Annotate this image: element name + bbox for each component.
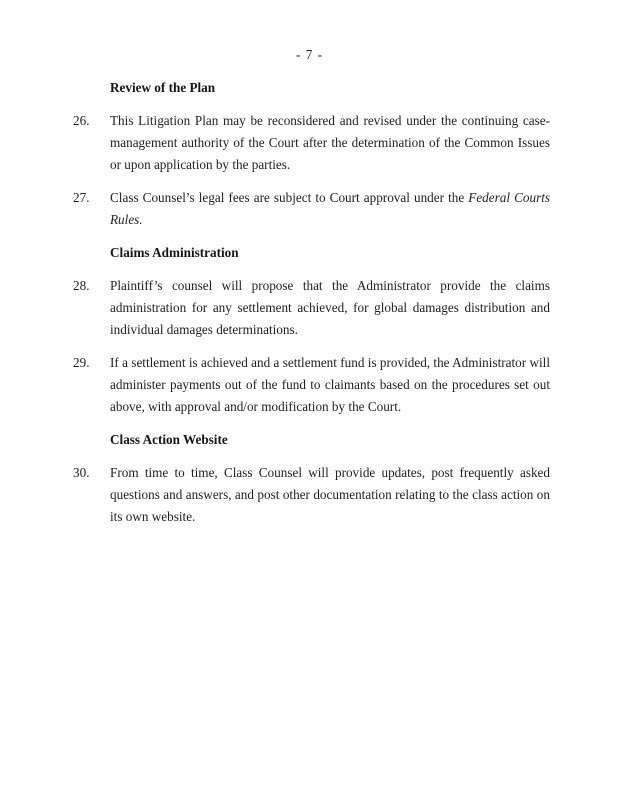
text-segment: If a settlement is achieved and a settlement fund is provided, the Administrator will administer payments out of the fund to claimants based on the procedures set out above, with approval and/or modification by the Court.	[110, 355, 550, 414]
text-segment: From time to time, Class Counsel will provide updates, post frequently asked questions and answers, and post other documentation relating to the class action on its own website.	[110, 465, 550, 524]
page-number: - 7 -	[296, 47, 323, 62]
paragraph-number: 26.	[73, 113, 90, 128]
paragraph-number: 27.	[73, 190, 90, 205]
italic-case-citation: Federal Courts Rules.	[110, 190, 550, 227]
section-heading: Review of the Plan	[110, 80, 216, 95]
text-segment: Class Counsel’s legal fees are subject to Court approval under the	[110, 190, 469, 205]
paragraph-number: 30.	[73, 465, 90, 480]
numbered-paragraph	[73, 110, 550, 176]
paragraph-text	[110, 352, 550, 418]
paragraph-number: 28.	[73, 278, 90, 293]
text-segment: Plaintiff’s counsel will propose that the Administrator provide the claims administration for any settlement achieved, for global damages distribution and individual damages determinations.	[110, 278, 550, 337]
numbered-paragraph	[73, 352, 550, 418]
numbered-paragraph	[73, 462, 550, 528]
section-heading: Class Action Website	[110, 432, 228, 447]
section-heading: Claims Administration	[110, 245, 239, 260]
text-segment: This Litigation Plan may be reconsidered and revised under the continuing case-management authority of the Court after the determination of the Common Issues or upon application by the parties.	[110, 113, 550, 172]
paragraph-text	[110, 275, 550, 341]
paragraph-text	[110, 110, 550, 176]
paragraph-number: 29.	[73, 355, 90, 370]
paragraph-text	[110, 187, 550, 231]
numbered-paragraph	[73, 275, 550, 341]
document-body	[0, 77, 619, 528]
paragraph-text	[110, 462, 550, 528]
numbered-paragraph	[73, 187, 550, 231]
